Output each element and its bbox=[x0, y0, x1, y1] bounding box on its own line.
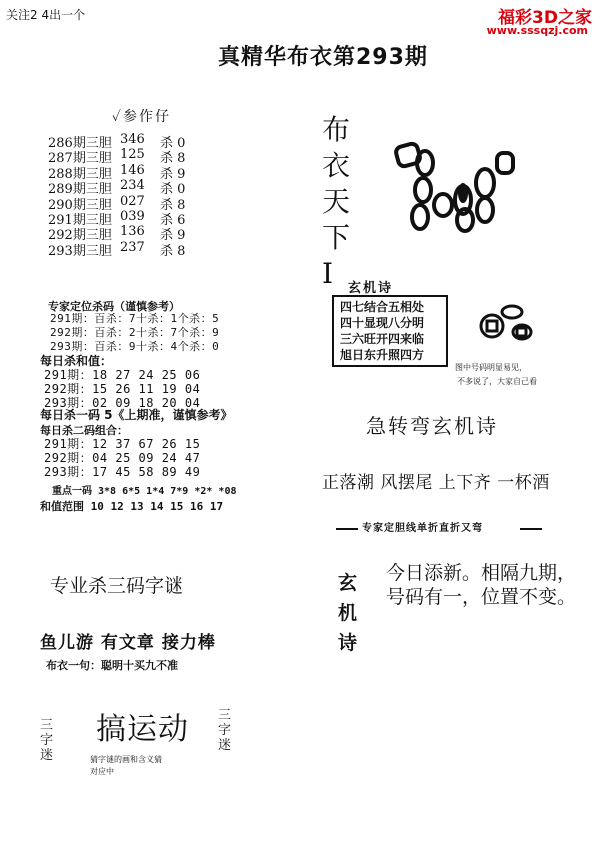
xuanji-line: 旭日东升照四方 bbox=[340, 348, 425, 362]
page-title: 真精华布衣第293期 bbox=[218, 45, 428, 70]
danzu-kill: 杀 0 bbox=[160, 136, 186, 151]
daily-sum-row: 291期：18 27 24 25 06 bbox=[44, 368, 201, 382]
picture-caption: 不多说了，大家自己看 bbox=[457, 377, 537, 386]
poem-char: 诗 bbox=[338, 632, 358, 654]
danzu-kill: 杀 9 bbox=[160, 228, 186, 244]
xuanji-line: 四七结合五相处 bbox=[340, 300, 425, 314]
expert-row: 292期：百杀：2十杀：7个杀：9 bbox=[50, 326, 220, 339]
daily-one-title: 每日杀一码 5《上期准，谨慎参考》 bbox=[40, 408, 233, 422]
danzu-kill: 杀 8 bbox=[160, 243, 186, 259]
riddle-title: 专业杀三码字谜 bbox=[50, 575, 184, 597]
danzu-period: 289期三胆 bbox=[48, 182, 112, 198]
daily-two-row: 291期：12 37 67 26 15 bbox=[44, 437, 201, 451]
jizhuan-title: 急转弯玄机诗 bbox=[366, 414, 498, 438]
danzu-period: 291期三胆 bbox=[48, 213, 112, 228]
buyi-char: 布 bbox=[322, 113, 351, 146]
one-liner: 布衣一句：聪明十买九不准 bbox=[46, 659, 178, 672]
danzu-kill: 杀 9 bbox=[160, 166, 186, 182]
danzu-period: 287期三胆 bbox=[48, 151, 112, 167]
daily-two-row: 293期：17 45 58 89 49 bbox=[44, 465, 201, 479]
poem-line: 号码有一，位置不变。 bbox=[386, 586, 577, 608]
zimi-left: 三字迷 bbox=[40, 718, 54, 763]
buyi-char: 下 bbox=[322, 221, 351, 254]
danzu-period: 288期三胆 bbox=[48, 166, 112, 182]
buyi-char: 天 bbox=[322, 185, 351, 218]
danzu-nums: 136 bbox=[120, 224, 145, 240]
xuanji-title: 玄机诗 bbox=[348, 281, 394, 296]
expert-row: 291期：百杀：7十杀：1个杀：5 bbox=[50, 312, 220, 325]
danzu-nums: 027 bbox=[120, 193, 145, 209]
danzu-kill: 杀 8 bbox=[160, 197, 186, 213]
danzu-period: 293期三胆 bbox=[48, 243, 112, 259]
chain-picture bbox=[385, 135, 520, 240]
expert-title: 专家定位杀码（谨慎参考） bbox=[48, 300, 180, 313]
site-brand[interactable]: 福彩3D之家 bbox=[498, 8, 592, 28]
daily-sum-title: 每日杀和值： bbox=[40, 354, 113, 368]
site-url[interactable]: www.sssqzj.com bbox=[486, 24, 588, 37]
poem-char: 机 bbox=[338, 602, 358, 624]
buyi-char: I bbox=[322, 257, 334, 290]
danzu-period: 290期三胆 bbox=[48, 197, 112, 213]
poem-char: 玄 bbox=[338, 572, 358, 594]
danzu-title: ✓参作仔 bbox=[112, 109, 172, 125]
daily-two-row: 292期：04 25 09 24 47 bbox=[44, 451, 201, 465]
buyi-vertical bbox=[322, 112, 350, 292]
danzu-period: 292期三胆 bbox=[48, 228, 112, 244]
divider-text: 专家定胆线单折直折又弯 bbox=[362, 523, 483, 534]
picture-caption: 图中号码明显易见， bbox=[455, 363, 527, 372]
expert-row: 293期：百杀：9十杀：4个杀：0 bbox=[50, 340, 220, 353]
danzu-period: 286期三胆 bbox=[48, 136, 112, 151]
danzu-nums: 146 bbox=[120, 162, 145, 178]
danzu-nums: 039 bbox=[120, 209, 145, 224]
buyi-char: 衣 bbox=[322, 149, 351, 182]
coin-picture bbox=[472, 298, 542, 348]
xuanji-box bbox=[332, 295, 448, 367]
danzu-nums: 346 bbox=[120, 132, 145, 147]
zimi-center: 搞运动 bbox=[96, 712, 189, 747]
danzu-kill: 杀 8 bbox=[160, 151, 186, 167]
daily-sum-row: 292期：15 26 11 19 04 bbox=[44, 382, 201, 396]
zimi-right: 三字迷 bbox=[218, 708, 232, 753]
poem-vertical bbox=[338, 568, 357, 658]
xuanji-line: 三六旺开四来临 bbox=[340, 332, 425, 346]
daily-two-title: 每日杀二码组合： bbox=[40, 424, 128, 437]
poem-line: 今日添新。相隔九期， bbox=[386, 562, 577, 584]
riddle-line: 鱼儿游 有文章 接力棒 bbox=[40, 633, 216, 653]
danzu-nums: 234 bbox=[120, 178, 145, 194]
top-note: 关注2 4出一个 bbox=[6, 8, 86, 22]
danzu-kill: 杀 6 bbox=[160, 213, 186, 228]
danzu-nums: 125 bbox=[120, 147, 145, 163]
daily-sum-row: 293期：02 09 18 20 04 bbox=[44, 396, 201, 410]
xuanji-line: 四十显现八分明 bbox=[340, 316, 425, 330]
danzu-nums: 237 bbox=[120, 239, 145, 255]
danzu-kill: 杀 0 bbox=[160, 182, 186, 198]
zimi-note: 猜字谜的画和含义猜 bbox=[90, 755, 162, 764]
zimi-note: 对应中 bbox=[90, 767, 114, 776]
jizhuan-line: 正落潮 风摆尾 上下齐 一杯酒 bbox=[322, 473, 550, 493]
sum-range-line: 和值范围 10 12 13 14 15 16 17 bbox=[40, 500, 224, 513]
key-digit-line: 重点一码 3*8 6*5 1*4 7*9 *2* *08 bbox=[52, 486, 237, 497]
